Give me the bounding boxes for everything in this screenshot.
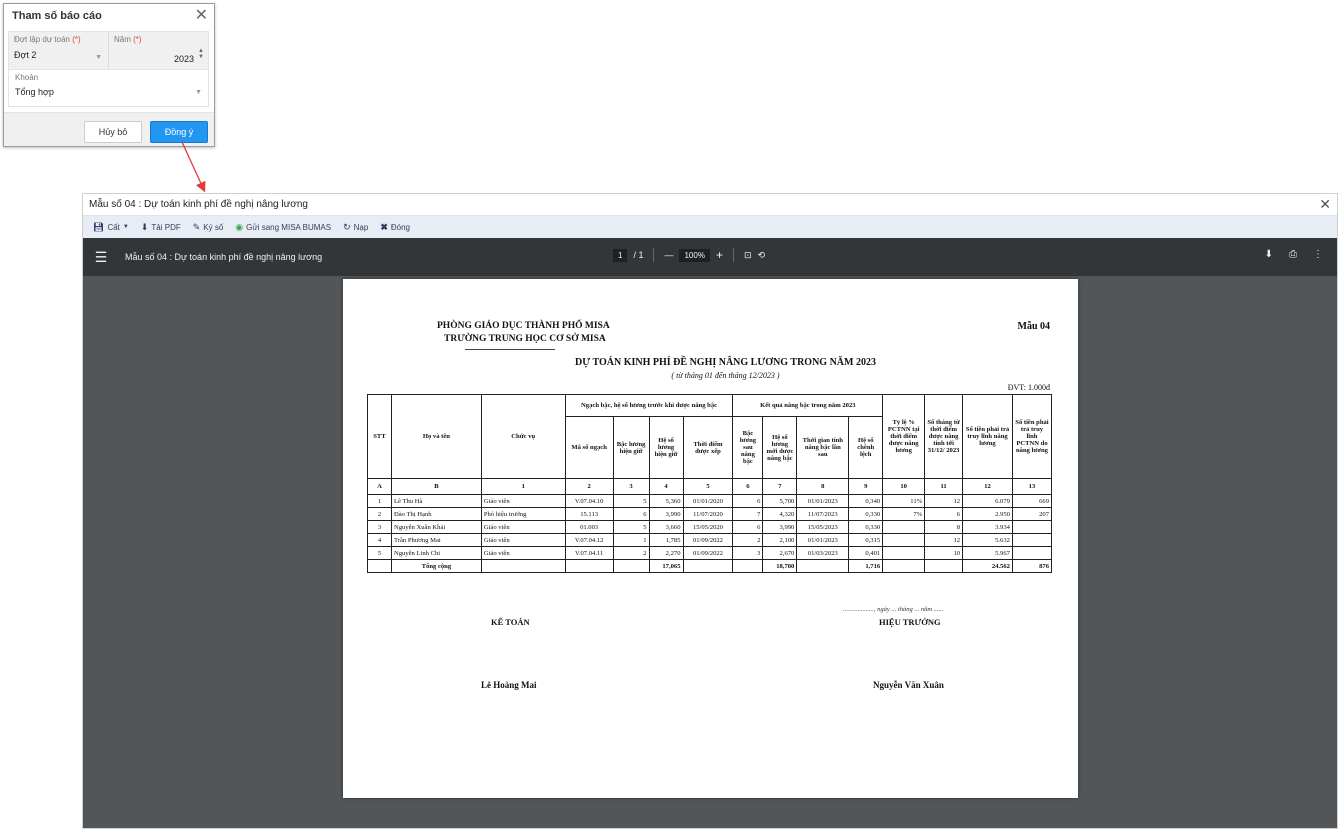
table-cell: 01.003 <box>565 521 613 534</box>
sign-left-title: KẾ TOÁN <box>491 617 530 627</box>
column-index: B <box>391 479 481 495</box>
table-cell: 1,785 <box>649 534 683 547</box>
table-cell: Giáo viên <box>481 495 565 508</box>
sign-left-name: Lê Hoàng Mai <box>481 680 537 690</box>
table-row <box>368 534 1052 547</box>
table-cell: 6 <box>733 521 763 534</box>
table-cell: 11/07/2020 <box>683 508 733 521</box>
download-icon[interactable]: ⬇ <box>1264 249 1273 260</box>
toolbar <box>83 215 1337 238</box>
column-index-row <box>368 479 1052 495</box>
table-cell: 6.079 <box>963 495 1013 508</box>
ok-button[interactable]: Đồng ý <box>150 121 208 143</box>
dot-lap-du-toan-label: Đợt lập dự toán (*) <box>14 35 81 44</box>
column-index: 10 <box>883 479 925 495</box>
total-he-so-moi: 18,780 <box>763 560 797 573</box>
report-title: DỰ TOÁN KINH PHÍ ĐỀ NGHỊ NÂNG LƯƠNG TRONG NĂM 2023 <box>575 357 876 368</box>
window-titlebar <box>83 194 1337 215</box>
refresh-icon: ↻ <box>343 221 351 232</box>
table-cell: 11% <box>883 495 925 508</box>
table-cell: 11/07/2023 <box>797 508 849 521</box>
header-group-result: Kết quả nâng bậc trong năm 2023 <box>733 395 883 417</box>
digital-sign-button[interactable]: ✎ Ký số <box>192 221 224 232</box>
column-index: 7 <box>763 479 797 495</box>
window-title: Mẫu số 04 : Dự toán kinh phí đề nghị nâng lương <box>89 199 308 210</box>
table-cell: 15.113 <box>565 508 613 521</box>
download-icon: ⬇ <box>140 221 149 232</box>
send-icon: ◉ <box>235 221 244 232</box>
table-cell: 3,990 <box>763 521 797 534</box>
column-index: 3 <box>613 479 649 495</box>
dot-lap-du-toan-value: Đợt 2 <box>14 50 37 60</box>
table-cell: 3,660 <box>649 521 683 534</box>
table-cell: 01/09/2022 <box>683 534 733 547</box>
unit-label: ĐVT: 1.000đ <box>1007 383 1050 392</box>
header-bac-sau: Bậc lương sau nâng bậc <box>733 417 763 479</box>
table-cell: 3 <box>368 521 392 534</box>
divider <box>733 248 734 262</box>
divider <box>465 349 555 350</box>
table-cell: 15/05/2020 <box>683 521 733 534</box>
table-cell: 7 <box>733 508 763 521</box>
table-cell: 3,990 <box>649 508 683 521</box>
table-cell: 5.632 <box>963 534 1013 547</box>
table-cell <box>1012 534 1051 547</box>
header-thoi-gian: Thời gian tính nâng bậc lần sau <box>797 417 849 479</box>
header-he-so: Hệ số lương hiện giữ <box>649 417 683 479</box>
table-cell: Giáo viên <box>481 547 565 560</box>
header-stt: STT <box>368 395 392 479</box>
page-number-input[interactable]: 1 <box>613 249 627 262</box>
table-cell: 207 <box>1012 508 1051 521</box>
header-truy-linh: Số tiền phải trả truy lĩnh nâng lương <box>963 395 1013 479</box>
header-ma-so: Mã số ngạch <box>565 417 613 479</box>
table-row <box>368 547 1052 560</box>
menu-icon[interactable]: ☰ <box>94 248 108 265</box>
table-cell <box>1012 547 1051 560</box>
table-cell: 669 <box>1012 495 1051 508</box>
total-he-so: 17,065 <box>649 560 683 573</box>
table-cell: 4 <box>368 534 392 547</box>
table-cell: 0,340 <box>849 495 883 508</box>
table-cell: 6 <box>733 495 763 508</box>
table-cell: V.07.04.11 <box>565 547 613 560</box>
table-cell: 2 <box>368 508 392 521</box>
khoan-label: Khoản <box>15 73 39 82</box>
nam-label: Năm (*) <box>114 35 142 44</box>
report-page <box>343 279 1078 798</box>
dot-lap-du-toan-select[interactable] <box>9 32 108 69</box>
table-cell: 0,315 <box>849 534 883 547</box>
table-cell: 0,330 <box>849 508 883 521</box>
table-cell: Phó hiệu trưởng <box>481 508 565 521</box>
date-line: ..................., ngày ... tháng ... năm ...... <box>843 606 944 613</box>
report-parameter-dialog <box>3 3 215 147</box>
table-cell: 6 <box>925 508 963 521</box>
table-cell: 2,100 <box>763 534 797 547</box>
chevron-down-icon[interactable]: ▼ <box>195 89 202 96</box>
dialog-footer <box>4 112 214 146</box>
chevron-down-icon[interactable]: ▼ <box>95 54 102 61</box>
sign-icon: ✎ <box>192 221 201 232</box>
pdf-canvas[interactable] <box>83 276 1337 828</box>
total-pctnn: 876 <box>1012 560 1051 573</box>
column-index: 13 <box>1012 479 1051 495</box>
sign-right-name: Nguyễn Văn Xuân <box>873 680 944 690</box>
pdf-actions <box>1265 249 1323 260</box>
column-index: A <box>368 479 392 495</box>
reload-button[interactable]: ↻ Nạp <box>343 221 369 232</box>
fit-page-icon[interactable]: ⊡ <box>743 249 752 260</box>
header-group-before: Ngạch bậc, hệ số lương trước khi được nâng bậc <box>565 395 733 417</box>
table-cell: 10 <box>925 547 963 560</box>
table-cell: 01/01/2020 <box>683 495 733 508</box>
form-row <box>9 32 208 70</box>
zoom-input[interactable]: 100% <box>679 249 709 262</box>
table-cell: 8 <box>925 521 963 534</box>
table-cell: 3.934 <box>963 521 1013 534</box>
table-cell: Nguyễn Linh Chi <box>391 547 481 560</box>
org-school: TRƯỜNG TRUNG HỌC CƠ SỞ MISA <box>444 334 606 344</box>
table-cell: Trần Phương Mai <box>391 534 481 547</box>
form-number: Mẫu 04 <box>1017 321 1050 332</box>
column-index: 11 <box>925 479 963 495</box>
spinner-arrows-icon[interactable]: ▲ ▼ <box>198 48 204 60</box>
send-bumas-button[interactable]: ◉ Gửi sang MISA BUMAS <box>235 221 332 232</box>
table-row <box>368 495 1052 508</box>
save-button[interactable]: 💾︎ Cất ▼ <box>93 221 129 232</box>
table-row <box>368 521 1052 534</box>
total-row <box>368 560 1052 573</box>
pdf-page-controls <box>613 248 765 262</box>
print-icon[interactable]: ⎙ <box>1289 249 1297 260</box>
table-cell: 0,330 <box>849 521 883 534</box>
column-index: 2 <box>565 479 613 495</box>
header-chuc-vu: Chức vụ <box>481 395 565 479</box>
column-index: 9 <box>849 479 883 495</box>
table-cell: 4,320 <box>763 508 797 521</box>
close-icon[interactable]: ✕ <box>1319 196 1331 212</box>
table-cell: 01/01/2023 <box>797 534 849 547</box>
table-cell <box>1012 521 1051 534</box>
table-cell: Đào Thị Hạnh <box>391 508 481 521</box>
total-label: Tổng cộng <box>391 560 481 573</box>
table-cell <box>883 534 925 547</box>
table-cell: 01/03/2023 <box>797 547 849 560</box>
table-body <box>368 495 1052 560</box>
table-cell: 0,401 <box>849 547 883 560</box>
table-cell: 3 <box>733 547 763 560</box>
table-cell: 1 <box>613 534 649 547</box>
rotate-icon[interactable]: ⟲ <box>757 249 766 260</box>
header-thoi-diem: Thời điểm được xếp <box>683 417 733 479</box>
cancel-button[interactable]: Hủy bỏ <box>84 121 142 143</box>
table-cell: 6 <box>613 508 649 521</box>
table-cell: 1 <box>368 495 392 508</box>
close-icon: ✖ <box>380 221 388 232</box>
nam-value: 2023 <box>173 54 194 64</box>
page-total: / 1 <box>633 250 644 260</box>
table-cell <box>883 521 925 534</box>
pdf-title: Mẫu số 04 : Dự toán kinh phí đề nghị nâng lương <box>125 252 323 262</box>
column-index: 1 <box>481 479 565 495</box>
close-button[interactable]: ✖ Đóng <box>380 221 410 232</box>
table-cell: V.07.04.10 <box>565 495 613 508</box>
table-cell: V.07.04.12 <box>565 534 613 547</box>
table-cell: 5 <box>368 547 392 560</box>
report-window <box>82 193 1338 829</box>
table-cell: 5,700 <box>763 495 797 508</box>
close-icon[interactable]: ✕ <box>194 7 208 24</box>
table-cell <box>883 547 925 560</box>
table-cell: 01/01/2023 <box>797 495 849 508</box>
header-ty-le: Tỷ lệ % PCTNN tại thời điểm được nâng lương <box>883 395 925 479</box>
nam-spinner[interactable] <box>108 32 208 69</box>
chevron-down-icon: ▼ <box>122 224 129 230</box>
table-cell: 2,670 <box>763 547 797 560</box>
header-chenh-lech: Hệ số chênh lệch <box>849 417 883 479</box>
zoom-in-icon[interactable]: + <box>715 248 723 262</box>
table-cell: 5 <box>613 495 649 508</box>
table-cell: 2,270 <box>649 547 683 560</box>
table-cell: 5,360 <box>649 495 683 508</box>
header-so-thang: Số tháng từ thời điểm được nâng tính tới 31/12/ 2023 <box>925 395 963 479</box>
column-index: 4 <box>649 479 683 495</box>
table-cell: 5.967 <box>963 547 1013 560</box>
table-cell: Giáo viên <box>481 534 565 547</box>
dialog-title: Tham số báo cáo <box>12 10 102 22</box>
table-cell: Lê Thu Hà <box>391 495 481 508</box>
more-icon[interactable]: ⋮ <box>1313 249 1323 260</box>
download-pdf-button[interactable]: ⬇ Tải PDF <box>140 221 181 232</box>
zoom-out-icon[interactable]: — <box>664 250 674 260</box>
table-cell: 01/09/2022 <box>683 547 733 560</box>
report-table <box>367 394 1052 573</box>
header-pctnn: Số tiền phải trả truy lĩnh PCTNN do nâng lương <box>1012 395 1051 479</box>
pdf-toolbar <box>83 238 1337 276</box>
table-cell: 15/05/2023 <box>797 521 849 534</box>
table-cell: 12 <box>925 495 963 508</box>
table-cell: 12 <box>925 534 963 547</box>
sign-right-title: HIỆU TRƯỞNG <box>879 617 941 627</box>
save-icon: 💾︎ <box>93 221 105 232</box>
header-ho-ten: Họ và tên <box>391 395 481 479</box>
table-cell: 2 <box>733 534 763 547</box>
dialog-form <box>8 31 209 107</box>
column-index: 5 <box>683 479 733 495</box>
table-row <box>368 508 1052 521</box>
table-cell: 2 <box>613 547 649 560</box>
column-index: 12 <box>963 479 1013 495</box>
khoan-select[interactable] <box>9 70 208 106</box>
table-cell: Nguyễn Xuân Khải <box>391 521 481 534</box>
divider <box>653 248 654 262</box>
total-truy-linh: 24.562 <box>963 560 1013 573</box>
header-he-so-moi: Hệ số lương mới được nâng bậc <box>763 417 797 479</box>
column-index: 8 <box>797 479 849 495</box>
table-cell: 2.950 <box>963 508 1013 521</box>
table-cell: 5 <box>613 521 649 534</box>
report-subtitle: ( từ tháng 01 đến tháng 12/2023 ) <box>671 371 780 380</box>
org-department: PHÒNG GIÁO DỤC THÀNH PHỐ MISA <box>437 321 610 331</box>
khoan-value: Tổng hợp <box>15 87 54 97</box>
column-index: 6 <box>733 479 763 495</box>
header-bac-luong: Bậc lương hiện giữ <box>613 417 649 479</box>
table-cell: Giáo viên <box>481 521 565 534</box>
total-chenh-lech: 1,716 <box>849 560 883 573</box>
table-cell: 7% <box>883 508 925 521</box>
dialog-header <box>4 4 214 28</box>
